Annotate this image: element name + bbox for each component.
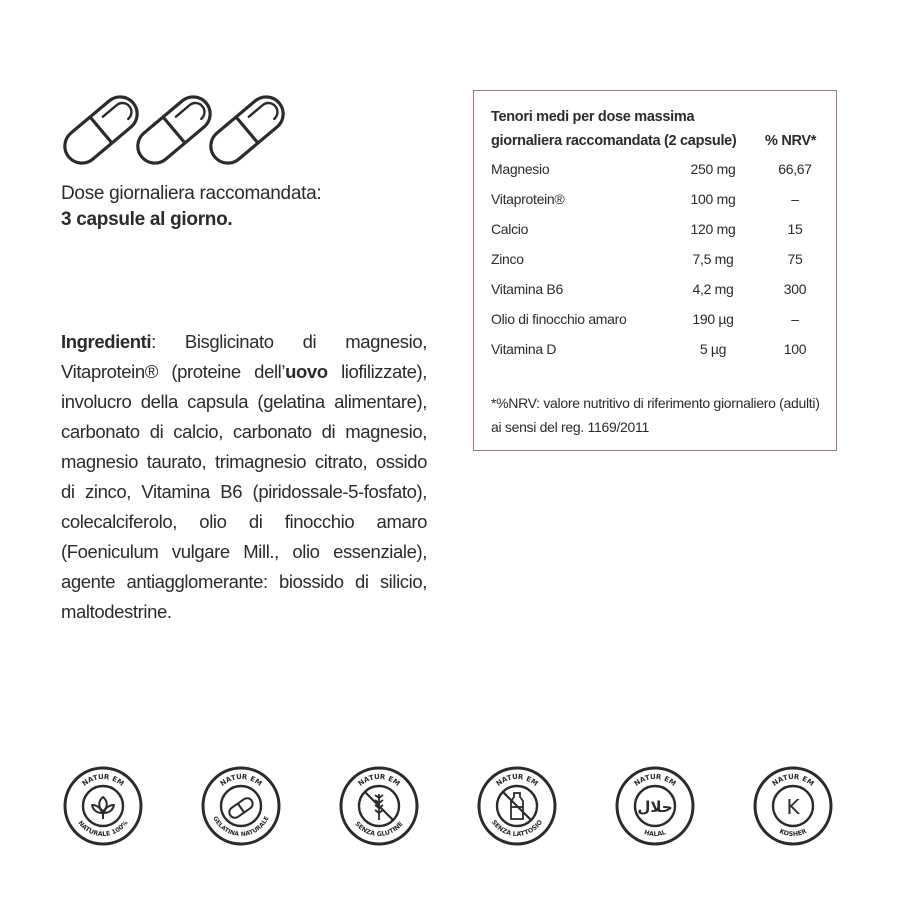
badge-brand: NATUR EM: [218, 772, 264, 788]
nutrition-table: [473, 90, 837, 451]
badge-label: GELATINA NATURALE: [211, 815, 271, 839]
nutrient-name: Vitamina D: [491, 341, 557, 357]
plant-icon: [92, 797, 114, 819]
badge-kosher: [753, 766, 833, 846]
nutrition-row: [474, 307, 836, 331]
nutrient-nrv: 15: [787, 221, 803, 237]
nutrition-row: [474, 337, 836, 361]
halal-icon: حلال: [637, 798, 673, 816]
nutrient-nrv: 75: [787, 251, 803, 267]
nutrient-amount: 100 mg: [690, 191, 736, 207]
nutrient-amount: 250 mg: [690, 161, 736, 177]
nutrient-amount: 7,5 mg: [692, 251, 734, 267]
nutrient-nrv: –: [791, 191, 799, 207]
dose-recommendation: [61, 181, 321, 233]
badge-label: NATURALE 100%: [76, 819, 130, 839]
ingredients-highlight: uovo: [285, 361, 328, 382]
wheat-crossed-icon: [365, 792, 393, 820]
nutrition-row: [474, 187, 836, 211]
nutrition-header-line2: giornaliera raccomandata (2 capsule): [491, 133, 737, 149]
capsule-icon: [131, 90, 217, 170]
badge-label: SENZA LATTOSIO: [489, 818, 545, 839]
dose-value: 3 capsule al giorno.: [61, 209, 233, 230]
ingredients-part2: liofilizzate), involucro della capsula (gelatina alimentare), carbonato di calcio, carbonato di magnesio, magnesio taurato, trimagnesio citrato, ossido di zinco, Vitamina B6 (piridossale-5-fosfato), colecalciferolo, olio di finocchio amaro (Foeniculum vulgare Mill., olio essenziale), agente antiagglomerante: biossido di silicio, maltodestrine.: [61, 361, 427, 622]
badge-brand: NATUR EM: [80, 772, 126, 788]
nutrition-row: [474, 277, 836, 301]
capsule-icon: [227, 796, 255, 820]
nutrient-amount: 190 µg: [692, 311, 734, 327]
nutrient-amount: 120 mg: [690, 221, 736, 237]
nutrient-name: Zinco: [491, 251, 524, 267]
nutrient-amount: 4,2 mg: [692, 281, 734, 297]
badge-brand: NATUR EM: [494, 772, 540, 788]
ingredients-part1: : Bisglicinato di magnesio, Vitaprotein® (proteine dell’: [61, 331, 427, 382]
badge-senza-lattosio: [477, 766, 557, 846]
capsule-icon: [60, 90, 144, 170]
badge-label: KOSHER: [778, 828, 808, 839]
nutrition-header: [491, 105, 736, 153]
dose-label: Dose giornaliera raccomandata:: [61, 183, 322, 204]
nutrient-nrv: 300: [783, 281, 807, 297]
capsule-icons: [60, 88, 310, 172]
badge-brand: NATUR EM: [770, 772, 816, 788]
badge-brand: NATUR EM: [632, 772, 678, 788]
nutrient-nrv: 66,67: [778, 161, 812, 177]
badge-halal: [615, 766, 695, 846]
nutrition-row: [474, 217, 836, 241]
badge-naturale: [63, 766, 143, 846]
nutrition-row: [474, 247, 836, 271]
badge-gelatina: [201, 766, 281, 846]
badge-brand: NATUR EM: [356, 772, 402, 788]
nutrient-name: Olio di finocchio amaro: [491, 311, 627, 327]
milk-bottle-crossed-icon: [503, 792, 531, 820]
badge-senza-glutine: [339, 766, 419, 846]
ingredients-label: Ingredienti: [61, 331, 152, 352]
nrv-footnote: *%NRV: valore nutritivo di riferimento giornaliero (adulti) ai sensi del reg. 1169/2011: [491, 395, 820, 435]
nutrient-name: Vitamina B6: [491, 281, 563, 297]
nrv-header: % NRV*: [765, 133, 817, 149]
nutrient-amount: 5 µg: [699, 341, 727, 357]
nutrient-nrv: 100: [783, 341, 807, 357]
nutrient-name: Calcio: [491, 221, 529, 237]
nutrient-nrv: –: [791, 311, 799, 327]
nutrient-name: Vitaprotein®: [491, 191, 565, 207]
badge-label: HALAL: [643, 829, 667, 839]
kosher-icon: K: [786, 795, 800, 819]
badge-label: SENZA GLUTINE: [353, 820, 405, 839]
nutrition-row: [474, 157, 836, 181]
ingredients-text: [61, 327, 427, 627]
capsule-icon: [204, 90, 290, 170]
nutrition-header-line1: Tenori medi per dose massima: [491, 109, 695, 125]
nutrient-name: Magnesio: [491, 161, 550, 177]
